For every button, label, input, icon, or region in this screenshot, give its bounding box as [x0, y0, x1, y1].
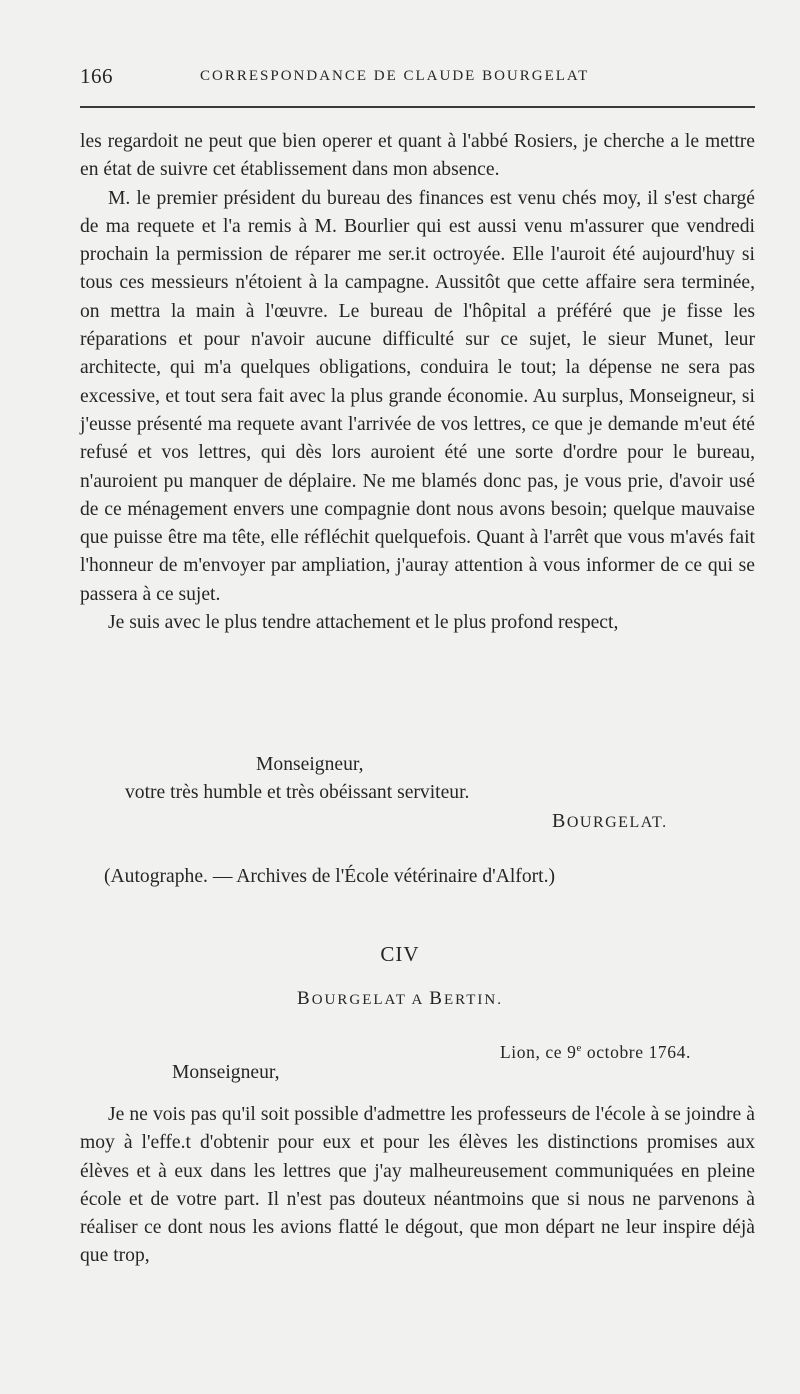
title-rest-2: ERTIN. [443, 992, 503, 1008]
paragraph: Je ne vois pas qu'il soit possible d'admettre les professeurs de l'école à se joindre à moy à l'effe.t d'obtenir pour eux et pour les élèves les distinctions promises aux élèves et à eux dans les lettres que j'ay malheureusement communiquées en pleine école et de votre part. Il n'est pas douteux néantmoins que si nous ne parvenons à réaliser ce dont nous les avions flatté le dégout, que mon départ ne leur inspire déjà que trop, [80, 1104, 755, 1267]
paragraph: les regardoit ne peut que bien operer et quant à l'abbé Rosiers, je cherche a le mettre en état de suivre cet établissement dans mon absence. [80, 131, 755, 181]
dateline-sup: e [576, 1042, 582, 1055]
paragraph: M. le premier président du bureau des finances est venu chés moy, il s'est chargé de ma requete et l'a remis à M. Bourlier qui est aussi venu m'assurer que vendredi prochain la permission de réparer me ser.it octroyée. Elle l'auroit été aujourd'huy si tous ces messieurs n'étoient à la campagne. Aussitôt que cette affaire sera terminée, on mettra la main à l'œuvre. Le bureau de l'hôpital a préféré que je fisse les réparations et pour n'avoir aucune difficulté sur ce sujet, le sieur Munet, leur architecte, qui m'a quelques obligations, conduira le tout; la dépense ne sera pas excessive, et tout sera fait avec la plus grande économie. Au surplus, Monseigneur, si j'eusse présenté ma requete avant l'arrivée de vos lettres, ce que je demande m'eut été refusé et vos lettres, qui dès lors auroient été une sorte d'ordre pour le bureau, n'auroient pu manquer de déplaire. Ne me blamés donc pas, je vous prie, d'avoir usé de ce ménagement envers une compagnie dont nous avons besoin; quelque mauvaise que puisse être ma tête, elle réfléchit quelquefois. Quant à l'arrêt que vous m'avés fait l'honneur de m'envoyer par ampliation, j'auray attention à vous informer de ce qui se passera à ce sujet. [80, 187, 755, 605]
page-number: 166 [80, 64, 113, 88]
dateline-pre: Lion, ce 9 [500, 1042, 577, 1062]
title-initial-2: B [429, 988, 444, 1009]
signature-initial: B [552, 810, 567, 832]
opening-salutation: Monseigneur, [172, 1062, 280, 1083]
letter-title [0, 988, 800, 1010]
paragraph: Je suis avec le plus tendre attachement et le plus profond respect, [108, 612, 619, 634]
title-initial-1: B [297, 988, 312, 1009]
dateline [500, 1042, 691, 1063]
page-header [80, 64, 755, 94]
letter-body-continued [80, 128, 755, 637]
closing-servant-line: votre très humble et très obéissant serviteur. [125, 782, 470, 803]
signature-rest: OURGELAT. [566, 814, 668, 831]
dateline-post: octobre 1764. [581, 1042, 691, 1062]
signature [552, 810, 668, 833]
title-mid: A [406, 992, 430, 1008]
letter-number: CIV [380, 942, 420, 966]
header-rule [80, 106, 755, 108]
source-note: (Autographe. — Archives de l'École vétérinaire d'Alfort.) [104, 866, 556, 887]
closing-salutation: Monseigneur, [256, 754, 364, 775]
running-head: CORRESPONDANCE DE CLAUDE BOURGELAT [200, 68, 590, 84]
title-rest-1: OURGELAT [311, 992, 407, 1008]
letter-body [80, 1101, 755, 1271]
